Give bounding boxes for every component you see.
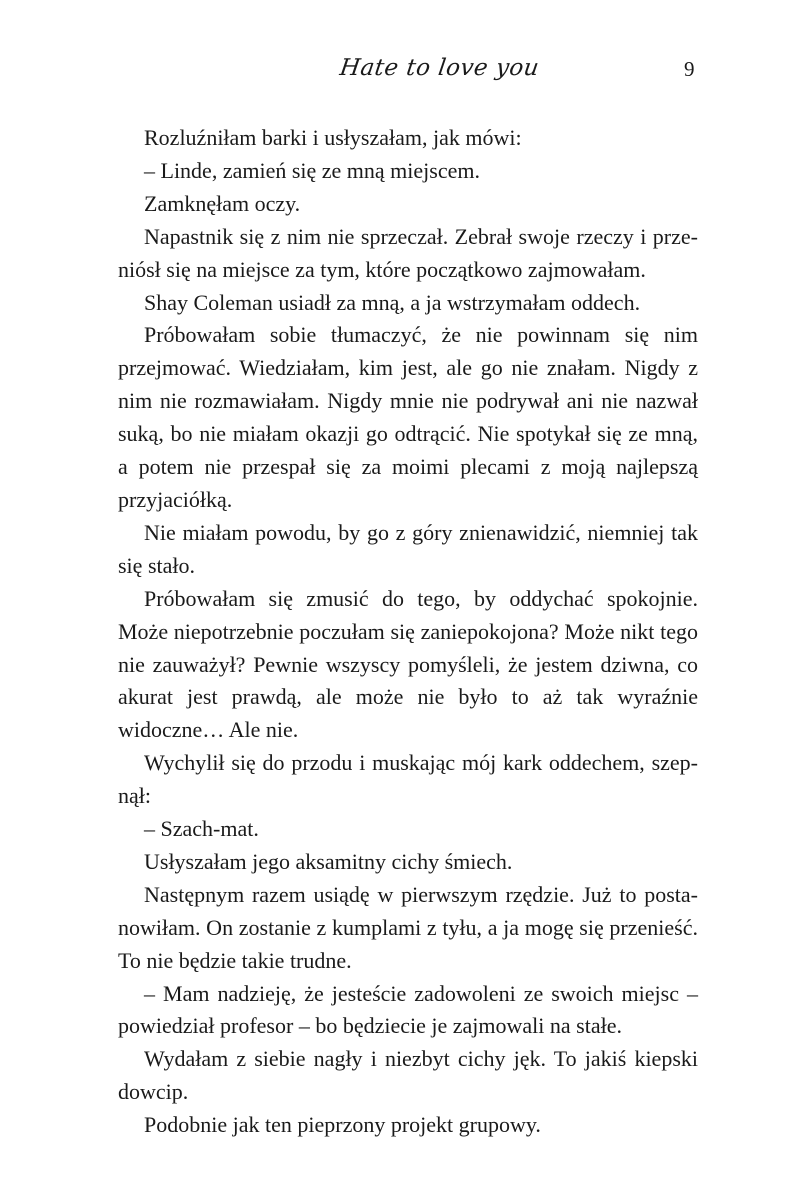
paragraph: Podobnie jak ten pieprzony projekt grupowy. bbox=[144, 1112, 541, 1138]
body-text bbox=[118, 122, 698, 1142]
paragraph: Następnym razem usiądę w pierwszym rzędzie. Już to postanowiłam. On zostanie z kumplami z tyłu, a ja mogę się przenieść. To nie będzie takie trudne. bbox=[118, 881, 698, 973]
page-number: 9 bbox=[684, 57, 695, 81]
paragraph: Shay Coleman usiadł za mną, a ja wstrzymałam oddech. bbox=[144, 289, 641, 315]
paragraph: Próbowałam się zmusić do tego, by oddychać spokojnie. Może niepotrzebnie poczułam się zaniepokojona? Może nikt tego nie zauważył? Pewnie wszyscy pomyśleli, że jestem dziwna, co akurat jest prawdą, ale może nie było to aż tak wyraźnie widoczne… Ale nie. bbox=[118, 585, 698, 743]
paragraph: Napastnik się z nim nie sprzeczał. Zebrał swoje rzeczy i przeniósł się na miejsce za tym, które początkowo zajmowałam. bbox=[118, 223, 698, 282]
paragraph: Nie miałam powodu, by go z góry znienawidzić, niemniej tak się stało. bbox=[118, 519, 698, 578]
paragraph: Wydałam z siebie nagły i niezbyt cichy jęk. To jakiś kiepski dowcip. bbox=[118, 1046, 698, 1105]
paragraph: Rozluźniłam barki i usłyszałam, jak mówi: bbox=[144, 125, 522, 150]
running-title: Hate to love you bbox=[338, 55, 541, 81]
paragraph: Wychylił się do przodu i muskając mój kark oddechem, szepnął: bbox=[118, 750, 698, 809]
paragraph: Próbowałam sobie tłumaczyć, że nie powinnam się nim przejmować. Wiedziałam, kim jest, ale go nie znałam. Nigdy z nim nie rozmawiałam. Nigdy mnie nie podrywał ani nie nazwał suką, bo nie miałam okazji go odtrącić. Nie spotykał się ze mną, a potem nie przespał się za moimi plecami z moją najlepszą przyjaciółką. bbox=[118, 322, 698, 512]
paragraph: Zamknęłam oczy. bbox=[144, 190, 301, 216]
paragraph: – Szach-mat. bbox=[144, 816, 259, 842]
paragraph: Usłyszałam jego aksamitny cichy śmiech. bbox=[144, 848, 513, 874]
running-header bbox=[0, 55, 790, 95]
paragraph: – Mam nadzieję, że jesteście zadowoleni ze swoich miejsc – powiedział profesor – bo będziecie je zajmowali na stałe. bbox=[118, 980, 698, 1039]
paragraph: – Linde, zamień się ze mną miejscem. bbox=[144, 157, 480, 183]
